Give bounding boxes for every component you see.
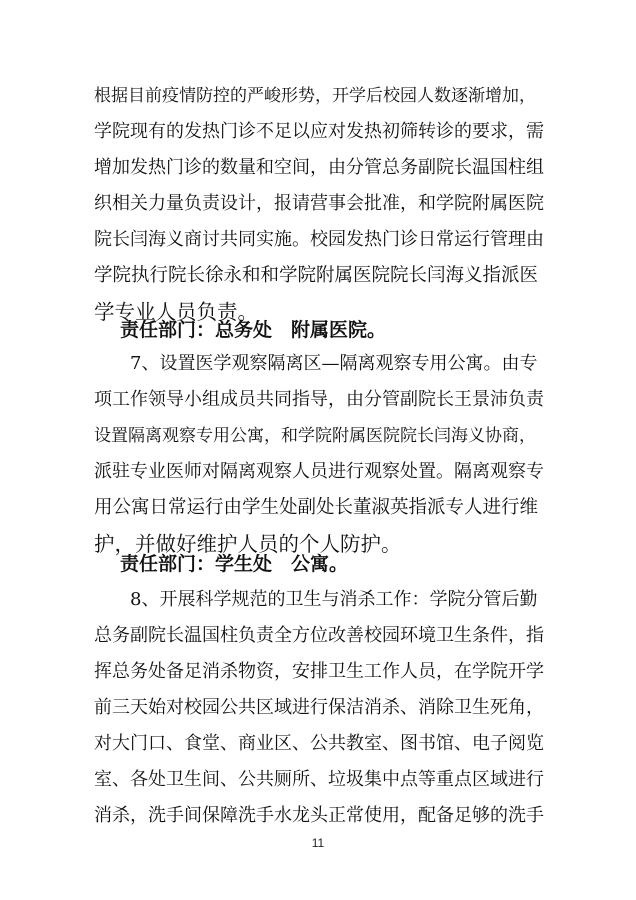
body-text-line: 总务副院长温国柱负责全方位改善校园环境卫生条件，指: [94, 625, 544, 646]
body-text-line: 派驻专业医师对隔离观察人员进行观察处置。隔离观察专: [94, 461, 544, 482]
body-text-line: 挥总务处备足消杀物资，安排卫生工作人员，在学院开学: [94, 661, 544, 682]
body-text-line: 用公寓日常运行由学生处副处长董淑英指派专人进行维: [94, 497, 539, 518]
body-text-line: 院长闫海义商讨共同实施。校园发热门诊日常运行管理由: [94, 229, 544, 250]
body-text-line: 增加发热门诊的数量和空间，由分管总务副院长温国柱组: [94, 157, 544, 178]
body-text-line: 项工作领导小组成员共同指导，由分管副院长王景沛负责: [94, 389, 544, 410]
section-8-heading-line: 8、开展科学规范的卫生与消杀工作：学院分管后勤: [130, 589, 538, 610]
body-text-line: 对大门口、食堂、商业区、公共教室、图书馆、电子阅览: [94, 733, 544, 754]
body-text-line: 学院现有的发热门诊不足以应对发热初筛转诊的要求，需: [94, 121, 544, 142]
body-text-line: 消杀，洗手间保障洗手水龙头正常使用，配备足够的洗手: [94, 805, 544, 826]
body-text-line: 设置隔离观察专用公寓，和学院附属医院院长闫海义协商，: [94, 426, 536, 446]
page-number: 11: [311, 836, 325, 850]
body-text-line: 前三天始对校园公共区域进行保洁消杀、消除卫生死角，: [94, 697, 544, 718]
body-text-line: 学专业人员负责。: [94, 300, 258, 324]
body-text-line: 学院执行院长徐永和和学院附属医院院长闫海义指派医: [94, 265, 539, 286]
body-text-line: 护，并做好维护人员的个人防护。: [94, 532, 402, 556]
body-text-line: 根据目前疫情防控的严峻形势，开学后校园人数逐渐增加，: [94, 86, 536, 106]
responsible-department-heading: 责任部门：总务处 附属医院。: [120, 319, 387, 341]
body-text-line: 室、各处卫生间、公共厕所、垃圾集中点等重点区域进行: [94, 769, 544, 790]
responsible-department-heading: 责任部门：学生处 公寓。: [120, 553, 349, 575]
section-7-heading-line: 7、设置医学观察隔离区—隔离观察专用公寓。由专: [130, 353, 538, 374]
body-text-line: 织相关力量负责设计，报请营事会批准，和学院附属医院: [94, 193, 544, 214]
